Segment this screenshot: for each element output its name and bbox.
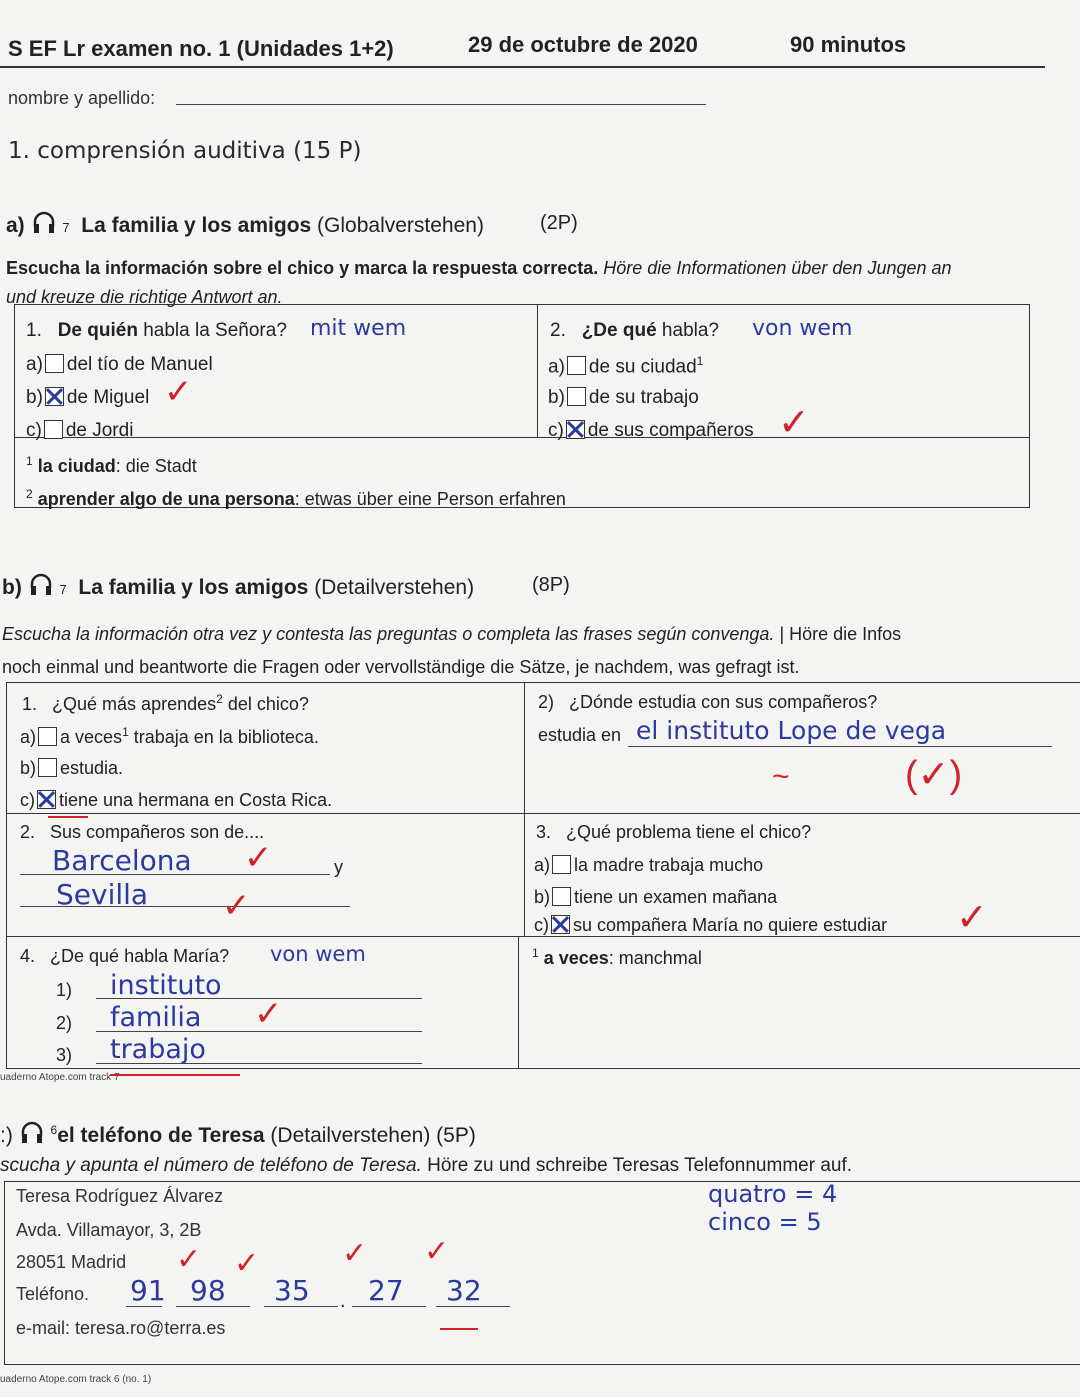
- option-text: a veces: [60, 727, 123, 747]
- checkbox[interactable]: [567, 387, 586, 406]
- phone-separator: .: [340, 1290, 346, 1312]
- part-c-title: el teléfono de Teresa: [57, 1124, 265, 1147]
- check-mark-icon: ✓: [956, 897, 988, 939]
- item-num: 2): [56, 1013, 73, 1033]
- check-mark-icon: ✓: [244, 839, 273, 877]
- part-b-q1: 1. ¿Qué más aprendes$^2$ del chico?: [22, 692, 309, 714]
- q-bold: De quién: [57, 320, 138, 341]
- part-b-q3-answer1[interactable]: Barcelona: [52, 844, 192, 877]
- answer-line: [436, 1306, 510, 1307]
- option-c[interactable]: [548, 420, 754, 442]
- part-a-mode: (Globalverstehen): [317, 214, 484, 237]
- part-c-letter: :): [0, 1124, 13, 1147]
- q-rest: habla?: [656, 320, 719, 341]
- q-num: 2): [538, 692, 555, 712]
- red-underline: [440, 1328, 478, 1330]
- option-text: de su ciudad: [588, 356, 697, 378]
- part-c-source: uaderno Atope.com track 6 (no. 1): [0, 1374, 152, 1385]
- q-num: 2.: [20, 822, 36, 842]
- part-b-q2-answer[interactable]: el instituto Lope de vega: [636, 716, 947, 745]
- q-num: 4.: [20, 946, 36, 966]
- check-mark-icon: ✓: [176, 1243, 202, 1276]
- part-a-instr-italic-2: und kreuze die richtige Antwort an.: [6, 287, 283, 307]
- part-b-divider-bottom: [518, 936, 519, 1069]
- checkbox-checked[interactable]: [37, 790, 56, 809]
- phone-digit-4[interactable]: 27: [368, 1274, 404, 1307]
- checkbox[interactable]: [44, 420, 63, 439]
- headphones-icon: [19, 1120, 45, 1146]
- part-b-q4: [536, 822, 811, 843]
- part-b-footnote: $^1$ a veces: manchmal: [532, 946, 702, 968]
- option-letter: b): [20, 758, 37, 778]
- part-a-divider: [537, 304, 538, 438]
- part-c-track: 6: [50, 1123, 58, 1137]
- card-city: 28051 Madrid: [16, 1252, 127, 1272]
- name-field[interactable]: [176, 104, 706, 105]
- part-b-q5-answer-1[interactable]: instituto: [110, 970, 222, 1001]
- part-b-points: (8P): [532, 574, 570, 596]
- section-title: 1. comprensión auditiva (15 P): [8, 138, 362, 164]
- option-text: de Miguel: [66, 387, 150, 408]
- part-a-heading: [6, 210, 484, 238]
- q-num: 1.: [22, 694, 38, 714]
- part-b-instr-rest-1: | Höre die Infos: [774, 624, 902, 644]
- answer-line: [628, 746, 1052, 747]
- option-letter: c): [534, 915, 549, 935]
- answer-line: [20, 874, 330, 875]
- card-phone-label: Teléfono.: [16, 1284, 90, 1304]
- option-text: estudia.: [60, 758, 124, 778]
- part-a-instructions: [6, 258, 952, 279]
- answer-line: [20, 906, 350, 907]
- q-text: ¿De qué habla María?: [50, 946, 230, 966]
- check-mark-icon: ✓: [164, 373, 193, 411]
- option-a[interactable]: a) de su ciudad$^1$: [548, 354, 704, 378]
- part-b-q2-mark: (✓): [905, 754, 963, 796]
- part-c-mode: (Detailverstehen) (5P): [270, 1124, 476, 1147]
- exam-date: 29 de octubre de 2020: [468, 32, 698, 57]
- option-c[interactable]: [26, 420, 133, 442]
- option-letter: c): [548, 420, 564, 441]
- check-mark-icon: ✓: [778, 402, 810, 444]
- checkbox[interactable]: [45, 354, 64, 373]
- part-b-q3-answer2[interactable]: Sevilla: [56, 878, 149, 911]
- option-b[interactable]: [534, 887, 777, 908]
- part-b-q2: [538, 692, 877, 713]
- q-num: 3.: [536, 822, 552, 842]
- checkbox[interactable]: [38, 758, 57, 777]
- fn-bold: la ciudad: [37, 456, 116, 476]
- option-text2: trabaja en la biblioteca.: [128, 727, 319, 747]
- exam-title: S EF Lr examen no. 1 (Unidades 1+2): [8, 36, 394, 61]
- option-letter: c): [26, 420, 42, 441]
- q-bold: ¿De qué: [581, 320, 657, 341]
- part-b-track: 7: [59, 582, 67, 597]
- header-rule: [0, 66, 1045, 68]
- part-b-source: uaderno Atope.com track 7: [0, 1072, 120, 1083]
- q-text: Sus compañeros son de....: [50, 822, 265, 842]
- q-text: ¿Qué problema tiene el chico?: [566, 822, 812, 842]
- tilde-mark: ~: [772, 760, 790, 793]
- part-b-q3-y: y: [334, 857, 343, 877]
- option-letter: a): [534, 855, 551, 875]
- option-b[interactable]: [20, 758, 123, 779]
- part-a-letter: a): [6, 214, 25, 237]
- red-underline: [110, 1074, 240, 1076]
- option-text: de Jordi: [65, 420, 134, 441]
- part-b-q5-answer-2[interactable]: familia: [110, 1002, 202, 1033]
- checkbox[interactable]: [567, 356, 586, 375]
- option-a[interactable]: a) a veces$^1$ trabaja en la biblioteca.: [20, 725, 319, 747]
- part-c-instructions: [0, 1155, 852, 1177]
- option-text: tiene un examen mañana: [574, 887, 778, 907]
- part-a-footnote-rule: [14, 437, 1030, 438]
- phone-digit-5[interactable]: 32: [446, 1274, 482, 1307]
- option-letter: b): [26, 387, 43, 408]
- item-num: 3): [56, 1045, 73, 1065]
- note-quatro: quatro = 4: [708, 1180, 838, 1208]
- option-c[interactable]: [20, 790, 332, 811]
- option-text: de su trabajo: [588, 387, 699, 408]
- part-c-instr-rest: Höre zu und schreibe Teresas Telefonnummer auf.: [421, 1155, 853, 1176]
- option-letter: a): [548, 356, 565, 378]
- checkbox-checked[interactable]: [566, 420, 585, 439]
- part-b-mode: (Detailverstehen): [314, 576, 475, 599]
- checkbox[interactable]: [552, 887, 571, 906]
- fn-bold: aprender algo de una persona: [37, 489, 295, 509]
- answer-line: [352, 1306, 426, 1307]
- part-b-q5-note: von wem: [270, 942, 366, 966]
- fn-rest: : die Stadt: [115, 456, 197, 476]
- option-letter: a): [20, 727, 37, 747]
- part-b-q2-prefix: estudia en: [538, 725, 622, 745]
- item-num: 1): [56, 980, 73, 1000]
- answer-line: [96, 1063, 422, 1064]
- card-street: Avda. Villamayor, 3, 2B: [16, 1220, 202, 1240]
- checkbox[interactable]: [552, 855, 571, 874]
- phone-digit-1[interactable]: 91: [130, 1274, 166, 1307]
- q-text2: del chico?: [222, 694, 309, 714]
- part-a-q1-note: mit wem: [310, 316, 407, 341]
- part-b-q3: [20, 822, 264, 843]
- part-b-q5-answer-3[interactable]: trabajo: [110, 1034, 206, 1065]
- part-a-instr-italic-1: Höre die Informationen über den Jungen an: [603, 258, 952, 278]
- option-letter: b): [548, 387, 565, 408]
- answer-line: [264, 1306, 338, 1307]
- check-mark-icon: ✓: [342, 1237, 368, 1270]
- checkbox-checked[interactable]: [45, 387, 64, 406]
- option-a[interactable]: [534, 855, 763, 876]
- part-b-divider-top: [524, 682, 525, 936]
- option-c[interactable]: [534, 915, 887, 936]
- part-c-instr-italic: scucha y apunta el número de teléfono de Teresa.: [0, 1155, 422, 1176]
- footnote-2: $^2$ aprender algo de una persona: etwas über eine Person erfahren: [26, 487, 566, 509]
- note-cinco: cinco = 5: [708, 1208, 822, 1236]
- answer-line: [126, 1306, 162, 1307]
- fn-rest: : manchmal: [608, 948, 702, 968]
- q-text: ¿Dónde estudia con sus compañeros?: [569, 692, 878, 712]
- part-a-q2: [550, 320, 719, 342]
- part-a-instr-bold: Escucha la información sobre el chico y marca la respuesta correcta.: [6, 258, 599, 278]
- option-text: su compañera María no quiere estudiar: [573, 915, 888, 935]
- part-a-title: La familia y los amigos: [81, 214, 312, 237]
- headphones-icon: [31, 210, 57, 236]
- part-b-instructions: [2, 624, 901, 645]
- option-letter: c): [20, 790, 35, 810]
- option-text: del tío de Manuel: [66, 354, 213, 375]
- option-letter: b): [534, 887, 551, 907]
- footnote-1: $^1$ la ciudad: die Stadt: [26, 454, 197, 476]
- red-underline: [48, 816, 88, 818]
- checkbox-checked[interactable]: [551, 915, 570, 934]
- answer-line: [176, 1306, 250, 1307]
- q-rest: habla la Señora?: [137, 320, 287, 341]
- check-mark-icon: ✓: [234, 1247, 260, 1280]
- part-b-q5: [20, 946, 229, 967]
- part-b-instr-italic: Escucha la información otra vez y contesta las preguntas o completa las frases según convenga.: [2, 624, 775, 644]
- part-a-track: 7: [62, 220, 70, 235]
- name-label: nombre y apellido:: [8, 88, 156, 108]
- card-name: Teresa Rodríguez Álvarez: [16, 1186, 224, 1206]
- phone-digit-3[interactable]: 35: [274, 1274, 310, 1307]
- part-b-heading: [2, 572, 474, 600]
- part-b-title: La familia y los amigos: [78, 576, 309, 599]
- q-text: ¿Qué más aprendes: [52, 694, 217, 714]
- option-letter: a): [26, 354, 43, 375]
- part-c-heading: [0, 1120, 476, 1148]
- option-b[interactable]: [26, 387, 149, 409]
- fn-bold: a veces: [543, 948, 609, 968]
- check-mark-icon: ✓: [222, 887, 251, 925]
- card-email: e-mail: teresa.ro@terra.es: [16, 1318, 226, 1338]
- check-mark-icon: ✓: [424, 1235, 450, 1268]
- part-a-q1: [26, 320, 287, 342]
- checkbox[interactable]: [38, 727, 57, 746]
- option-text: tiene una hermana en Costa Rica.: [59, 790, 333, 810]
- part-b-instr-rest-2: noch einmal und beantworte die Fragen oder vervollständige die Sätze, je nachdem, was gefragt ist.: [2, 657, 800, 677]
- phone-digit-2[interactable]: 98: [190, 1274, 226, 1307]
- option-text: la madre trabaja mucho: [574, 855, 764, 875]
- part-b-row-rule-2: [6, 936, 1080, 937]
- option-text: de sus compañeros: [587, 420, 754, 441]
- exam-duration: 90 minutos: [790, 32, 907, 57]
- fn-rest: : etwas über eine Person erfahren: [294, 489, 566, 509]
- part-b-letter: b): [2, 576, 22, 599]
- q-num: 2.: [550, 320, 566, 341]
- q-num: 1.: [26, 320, 42, 341]
- check-mark-icon: ✓: [254, 995, 283, 1033]
- part-a-points: (2P): [540, 212, 578, 234]
- headphones-icon: [28, 572, 54, 598]
- part-a-q2-note: von wem: [752, 316, 853, 341]
- part-b-row-rule-1: [6, 813, 1080, 814]
- option-b[interactable]: [548, 387, 699, 409]
